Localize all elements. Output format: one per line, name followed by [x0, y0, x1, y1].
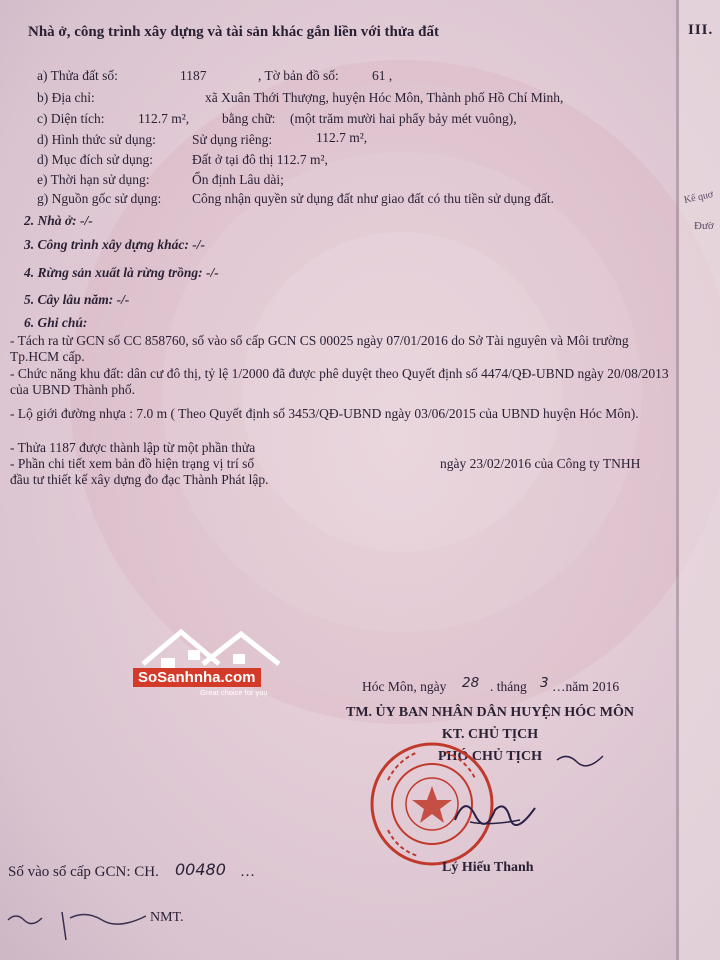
address-value: xã Xuân Thới Thượng, huyện Hóc Môn, Thành phố Hồ Chí Minh, — [205, 90, 564, 105]
registry-label: Số vào sổ cấp GCN: CH. — [8, 864, 159, 880]
next-page-edge — [679, 0, 720, 960]
authority-title: TM. ỦY BAN NHÂN DÂN HUYỆN HÓC MÔN — [345, 705, 635, 720]
signer-name: Lý Hiếu Thanh — [442, 860, 534, 875]
date-year: …năm 2016 — [552, 679, 620, 694]
map-label: , Tờ bản đồ số: — [258, 68, 339, 83]
date-month-label: . tháng — [490, 679, 527, 694]
note-origin: - Tách ra từ GCN số CC 858760, số vào sổ cấp GCN CS 00025 ngày 07/01/2016 do Sở Tài nguyên và Môi trường Tp.HCM cấp. — [10, 333, 629, 365]
area-label: c) Diện tích: — [37, 111, 105, 126]
plot-label: a) Thửa đất số: — [37, 68, 118, 83]
origin-value: Công nhận quyền sử dụng đất như giao đất có thu tiền sử dụng đất. — [192, 191, 555, 206]
purpose-label: d) Mục đích sử dụng: — [37, 152, 154, 167]
area-words: (một trăm mười hai phẩy bảy mét vuông), — [290, 111, 517, 126]
address-label: b) Địa chỉ: — [37, 90, 95, 105]
origin-label: g) Nguồn gốc sử dụng: — [37, 191, 162, 206]
margin-note-1: Kế quơ — [683, 189, 715, 206]
term-label: e) Thời hạn sử dụng: — [37, 172, 150, 187]
signature-scribble-icon — [450, 790, 540, 830]
item-notes-heading: 6. Ghi chú: — [24, 315, 88, 330]
term-value: Ổn định Lâu dài; — [192, 172, 284, 187]
item-construction: 3. Công trình xây dựng khác: -/- — [24, 237, 205, 252]
watermark-brand: SoSanhnha.com — [133, 668, 261, 687]
role-chairman: KT. CHỦ TỊCH — [441, 727, 539, 742]
watermark-tagline: Great choice for you — [200, 688, 268, 697]
area-words-label: bằng chữ: — [222, 111, 276, 126]
section-number: III. — [688, 22, 714, 38]
footer-initials: NMT. — [150, 910, 184, 925]
margin-note-2: Đườ — [694, 220, 714, 232]
date-day: 28 — [462, 675, 480, 691]
form-value: Sử dụng riêng: — [192, 132, 273, 147]
plot-number: 1187 — [180, 68, 207, 83]
map-number: 61 , — [372, 68, 393, 83]
registry-dots: … — [240, 864, 255, 880]
item-perennial: 5. Cây lâu năm: -/- — [24, 292, 130, 307]
date-month: 3 — [540, 675, 549, 691]
item-house: 2. Nhà ở: -/- — [24, 213, 93, 228]
note-map-ref: - Phần chi tiết xem bản đồ hiện trạng vị trí số — [10, 456, 255, 471]
purpose-value: Đất ở tại đô thị 112.7 m², — [192, 152, 328, 167]
item-forest: 4. Rừng sản xuất là rừng trồng: -/- — [24, 265, 219, 280]
area-value: 112.7 m², — [138, 111, 190, 126]
page-fold — [676, 0, 679, 960]
form-label: d) Hình thức sử dụng: — [37, 132, 156, 147]
registry-number: 00480 — [175, 860, 226, 879]
role-vice-chairman: PHÓ CHỦ TỊCH — [438, 749, 542, 764]
date-prefix: Hóc Môn, ngày — [362, 679, 447, 694]
note-road: - Lộ giới đường nhựa : 7.0 m ( Theo Quyết định số 3453/QĐ-UBND ngày 03/06/2015 của UBND huyện Hóc Môn). — [10, 406, 639, 421]
footer-scribble-icon — [6, 902, 156, 942]
form-area: 112.7 m², — [316, 130, 368, 145]
header-title: Nhà ở, công trình xây dựng và tài sản khác gắn liền với thửa đất — [28, 24, 439, 40]
note-survey: ngày 23/02/2016 của Công ty TNHH đầu tư thiết kế xây dựng đo đạc Thành Phát lập. — [10, 456, 641, 488]
signature-flourish-icon — [555, 750, 605, 770]
note-split: - Thửa 1187 được thành lập từ một phần thửa — [10, 440, 256, 455]
note-zoning: - Chức năng khu đất: dân cư đô thị, tỷ lệ 1/2000 đã được phê duyệt theo Quyết định số 4474/QĐ-UBND ngày 20/08/2013 của UBND Thành phố. — [10, 366, 669, 398]
